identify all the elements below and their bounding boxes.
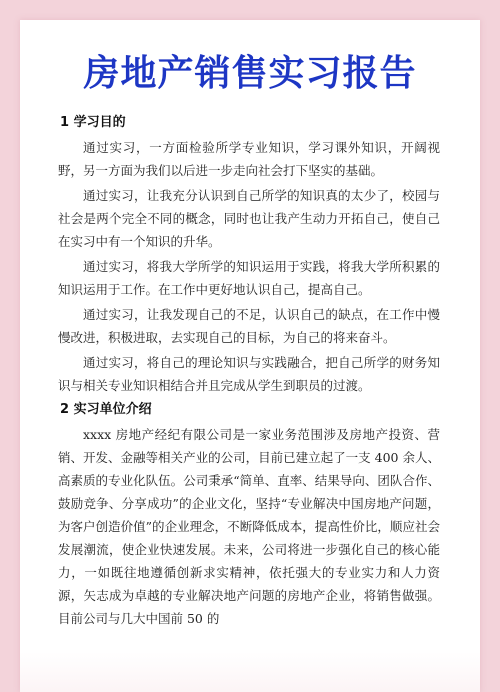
document-body bbox=[20, 112, 480, 630]
paragraph: 通过实习，一方面检验所学专业知识，学习课外知识，开阔视野，另一方面为我们以后进一步走向社会打下坚实的基础。 bbox=[58, 140, 440, 178]
page-bottom-fade bbox=[20, 652, 480, 692]
section-heading-company: 2 实习单位介绍 bbox=[60, 402, 152, 417]
paragraph: 通过实习，让我发现自己的不足，认识自己的缺点，在工作中慢慢改进，积极进取，去实现自己的目标，为自己的将来奋斗。 bbox=[58, 307, 440, 345]
section-heading-purpose: 1 学习目的 bbox=[60, 115, 126, 130]
paragraph: xxxx 房地产经纪有限公司是一家业务范围涉及房地产投资、营销、开发、金融等相关产业的公司，目前已建立起了一支 400 余人、高素质的专业化队伍。公司秉承“简单、直率、结果导向、团队合作、鼓励竞争、分享成功”的企业文化，坚持“专业解决中国房地产问题，为客户创造价值”的企业理念，不断降低成本，提高性价比，顺应社会发展潮流，使企业快速发展。未来，公司将进一步强化自己的核心能力，一如既往地遵循创新求实精神，依托强大的专业实力和人力资源，矢志成为卓越的专业解决地产问题的房地产企业，将销售做强。目前公司与几大中国前 50 的 bbox=[58, 427, 440, 626]
paragraph: 通过实习，让我充分认识到自己所学的知识真的太少了，校园与社会是两个完全不同的概念，同时也让我产生动力开拓自己，使自己在实习中有一个知识的升华。 bbox=[58, 188, 440, 249]
document-title: 房地产销售实习报告 bbox=[83, 53, 417, 94]
document-page bbox=[20, 20, 480, 692]
paragraph: 通过实习，将我大学所学的知识运用于实践，将我大学所积累的知识运用于工作。在工作中更好地认识自己，提高自己。 bbox=[58, 259, 440, 297]
paragraph: 通过实习，将自己的理论知识与实践融合，把自己所学的财务知识与相关专业知识相结合并且完成从学生到职员的过渡。 bbox=[58, 355, 440, 393]
